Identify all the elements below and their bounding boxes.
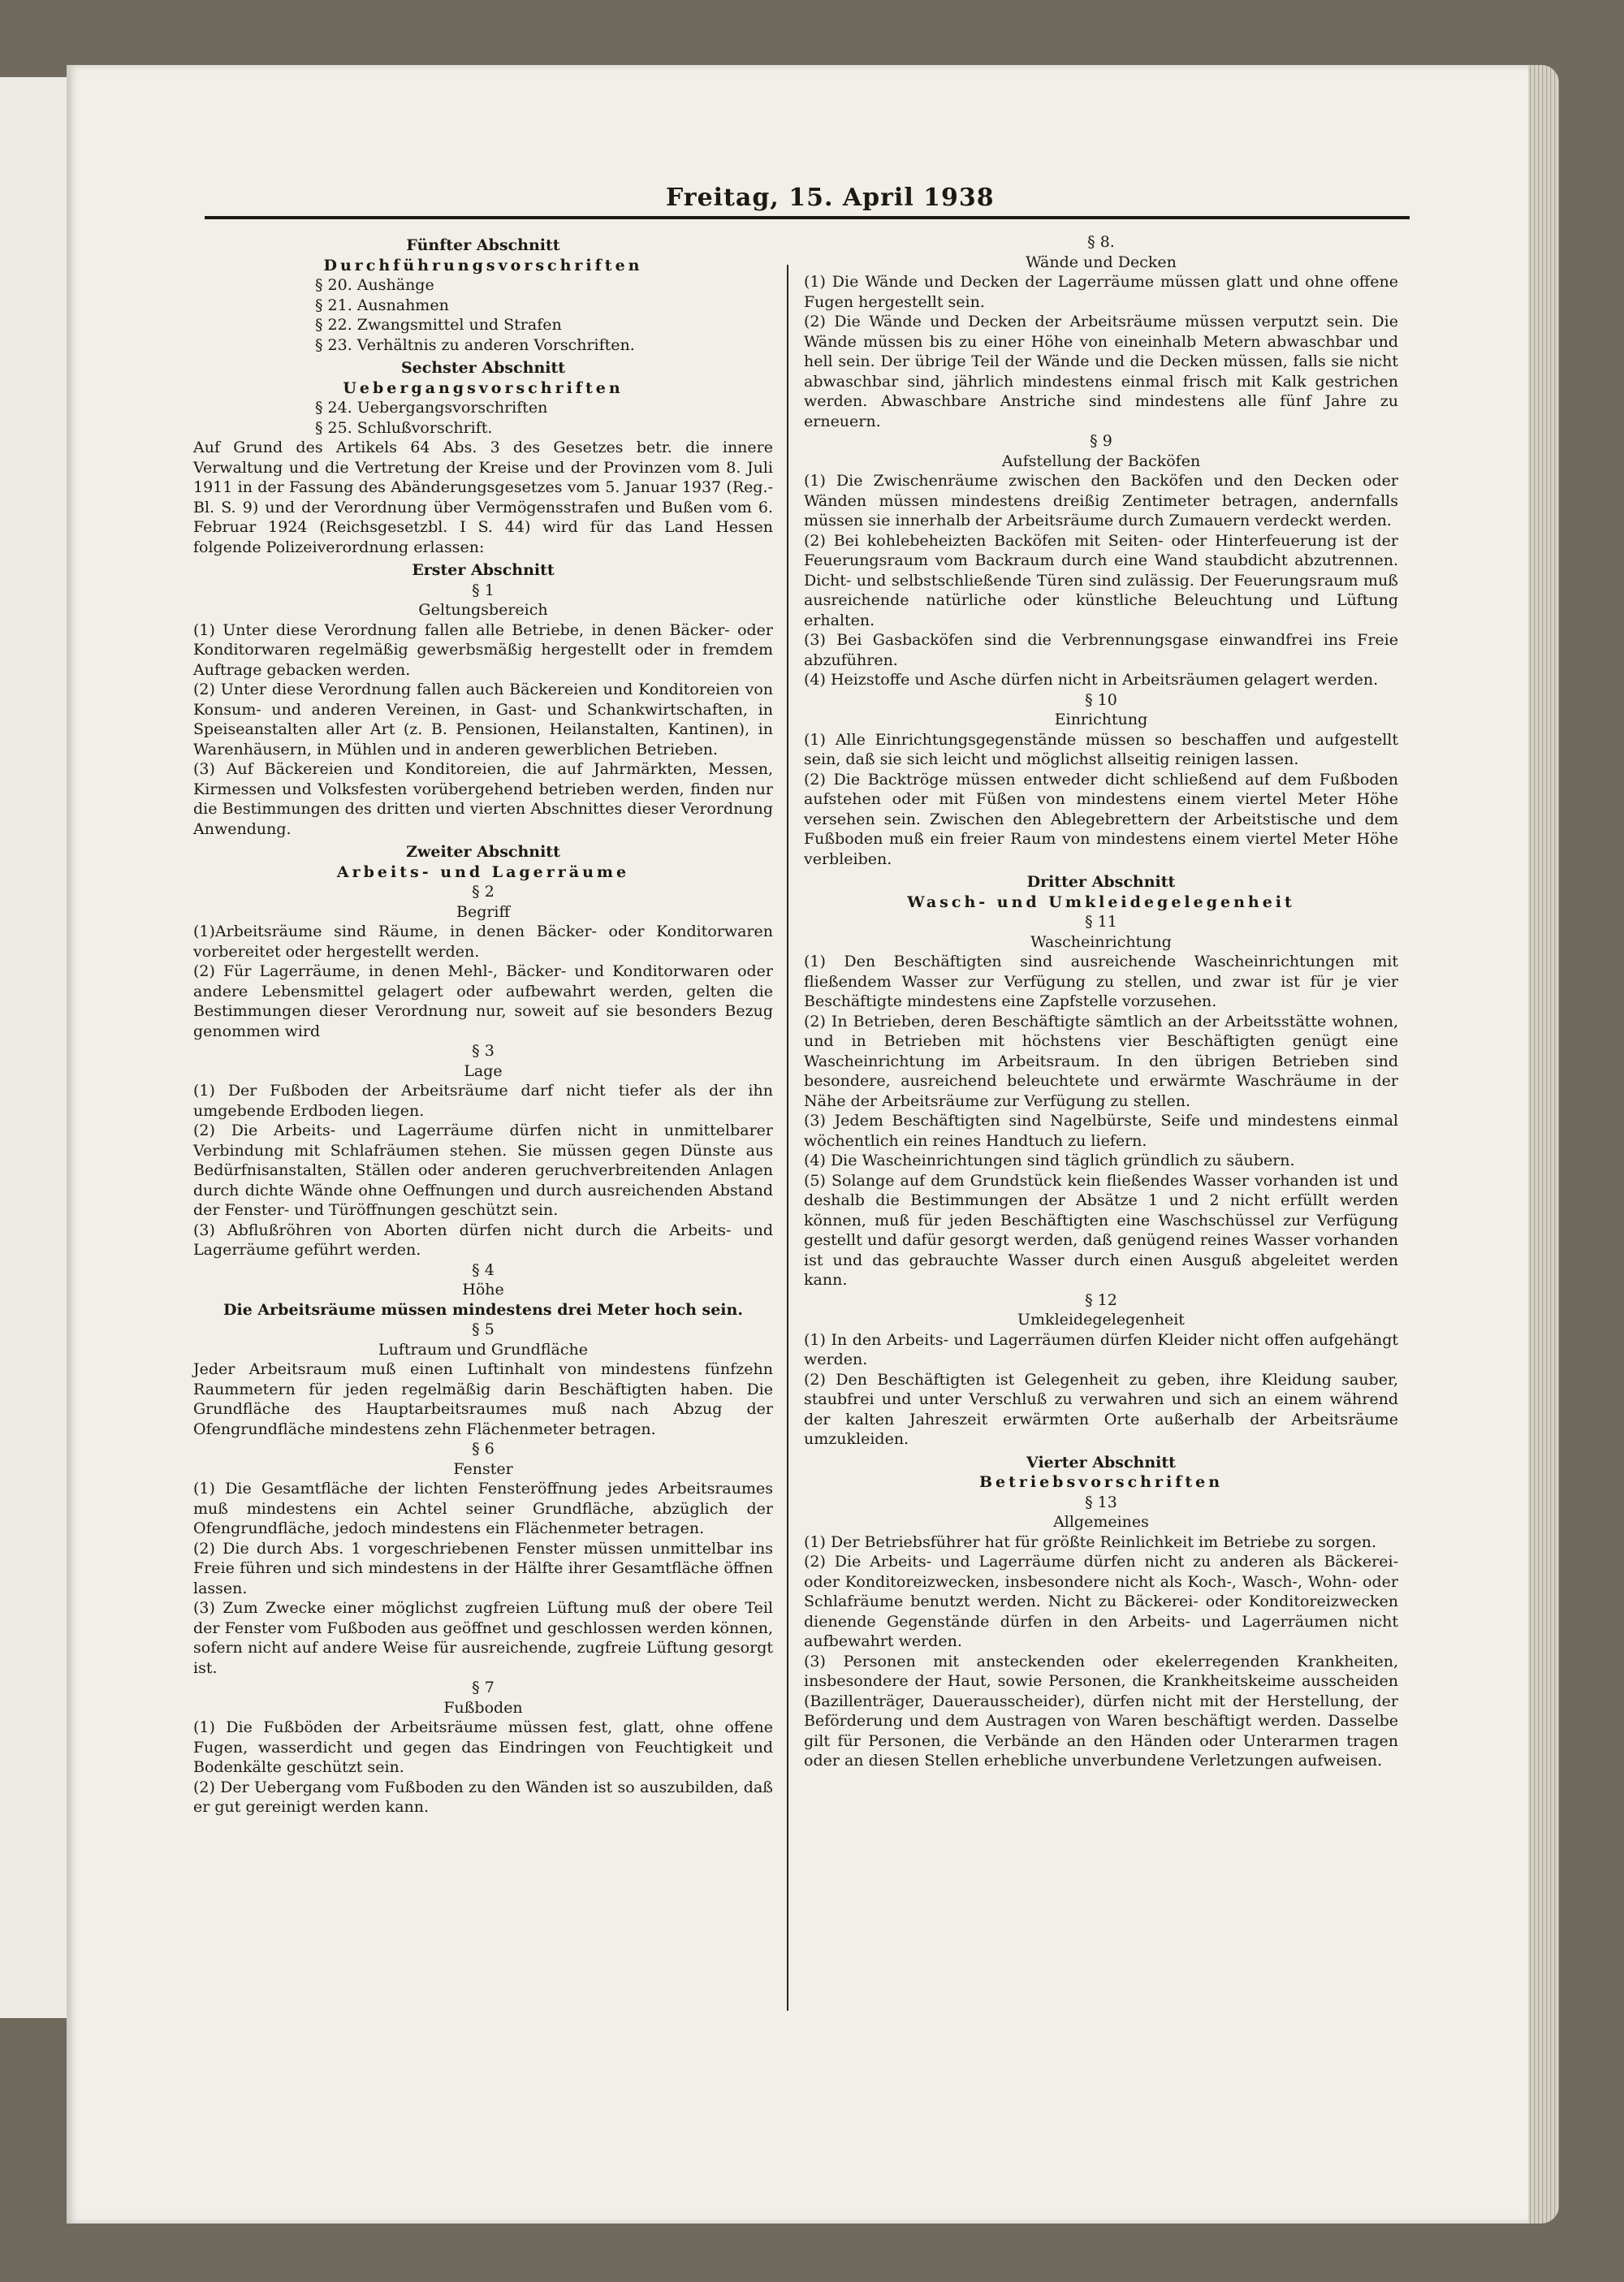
paragraph-number: § 10 bbox=[1085, 690, 1117, 709]
clause: Jeder Arbeitsraum muß einen Luftinhalt von mindestens fünfzehn Raummetern für jeden regelmäßig darin Beschäftigten haben. Die Grundfläche des Hauptarbeitsraumes muß nach Abzug der Ofengrundfläche mindestens zehn Flächenmeter betragen. bbox=[193, 1360, 773, 1438]
toc-entry: § 25. Schlußvorschrift. bbox=[315, 418, 493, 437]
clause: (2) Die Wände und Decken der Arbeitsräume müssen verputzt sein. Die Wände müssen bis zu einer Höhe von eineinhalb Metern abwaschbar und hell sein. Der übrige Teil der Wände und die Decken müssen, falls sie nicht abwaschbar sind, jährlich mindestens einmal frisch mit Kalk gestrichen werden. Abwaschbare Anstriche sind mindestens alle fünf Jahre zu erneuern. bbox=[804, 313, 1398, 430]
paragraph-number: § 7 bbox=[472, 1679, 495, 1696]
clause: (3) Personen mit ansteckenden oder ekelerregenden Krankheiten, insbesondere der Haut, sowie Personen, die Krankheitskeime ausscheiden (Bazillenträger, Dauerausscheider), dürfen nicht mit der Herstellung, der Beförderung und dem Austragen von Waren beschäftigt werden. Dasselbe gilt für Personen, die Verbände an den Händen oder Unterarmen tragen oder an diesen Stellen erhebliche unverbundene Verletzungen aufweisen. bbox=[804, 1652, 1398, 1770]
paragraph-title: Begriff bbox=[456, 902, 511, 921]
page-stack-edge bbox=[1528, 65, 1559, 2224]
section-title: Uebergangsvorschriften bbox=[343, 378, 624, 397]
paragraph-number: § 9 bbox=[1090, 432, 1112, 450]
clause: (2) Unter diese Verordnung fallen auch Bäckereien und Konditoreien von Konsum- und anderen Vereinen, in Gast- und Schankwirtschaften, in Speiseanstalten aller Art (z. B. Pensionen, Heilanstalten, Kantinen), in Warenhäusern, in Mühlen und in anderen gewerblichen Betrieben. bbox=[193, 681, 773, 759]
clause: (2) Die Arbeits- und Lagerräume dürfen nicht zu anderen als Bäckerei- oder Konditoreizwecken, insbesondere nicht als Koch-, Wasch-, Wohn- oder Schlafräume benutzt werden. Nicht zu Bäckerei- oder Konditoreizwecken dienende Gegenstände dürfen in den Arbeits- und Lagerräumen nicht aufbewahrt werden. bbox=[804, 1553, 1398, 1650]
section-heading: Erster Abschnitt bbox=[412, 561, 555, 579]
paragraph-number: § 4 bbox=[472, 1260, 495, 1279]
clause: (5) Solange auf dem Grundstück kein fließendes Wasser vorhanden ist und deshalb die Bestimmungen der Absätze 1 und 2 nicht erfüllt werden können, muß für jeden Beschäftigten eine Waschschüssel zur Verfügung gestellt und dafür gesorgt werden, daß genügend reines Wasser vorhanden ist und das gebrauchte Wasser durch einen Ausguß abgeleitet werden kann. bbox=[804, 1171, 1398, 1289]
clause: (1) Die Fußböden der Arbeitsräume müssen fest, glatt, ohne offene Fugen, wasserdicht und gegen das Eindringen von Feuchtigkeit und Bodenkälte geschützt sein. bbox=[193, 1718, 773, 1776]
toc-entry: § 23. Verhältnis zu anderen Vorschriften. bbox=[315, 335, 635, 354]
section-heading: Zweiter Abschnitt bbox=[406, 843, 560, 861]
section-heading: Sechster Abschnitt bbox=[400, 359, 566, 377]
clause: (2) Die durch Abs. 1 vorgeschriebenen Fenster müssen unmittelbar ins Freie führen und sich mindestens in der Hälfte ihrer Gesamtfläche öffnen lassen. bbox=[193, 1539, 773, 1597]
header-rule bbox=[205, 216, 1410, 219]
clause: (2) Die Arbeits- und Lagerräume dürfen nicht in unmittelbarer Verbindung mit Schlafräumen stehen. Sie müssen gegen Dünste aus Bedürfnisanstalten, Ställen oder anderen geruchverbreitenden Anlagen durch dichte Wände ohne Oeffnungen und durch ausreichenden Abstand der Fenster- und Türöffnungen geschützt sein. bbox=[193, 1122, 773, 1219]
clause: (2) Die Backtröge müssen entweder dicht schließend auf dem Fußboden aufstehen oder mit Füßen von mindestens einem viertel Meter Höhe versehen sein. Zwischen den Ablegebrettern der Arbeitstische und dem Fußboden muß ein freier Raum von mindestens einem viertel Meter Höhe verbleiben. bbox=[804, 770, 1398, 868]
paragraph-title: Lage bbox=[464, 1061, 503, 1080]
facing-page-edge bbox=[0, 77, 68, 2018]
preamble-paragraph: Auf Grund des Artikels 64 Abs. 3 des Gesetzes betr. die innere Verwaltung und die Vertretung der Kreise und der Provinzen vom 8. Juli 1911 in der Fassung des Abänderungsgesetzes vom 5. Januar 1937 (Reg.-Bl. S. 9) und der Verordnung über Vermögensstrafen und Bußen vom 6. Februar 1924 (Reichsgesetzbl. I S. 44) wird für das Land Hessen folgende Polizeiverordnung erlassen: bbox=[193, 439, 773, 556]
clause: (1) Den Beschäftigten sind ausreichende Wascheinrichtungen mit fließendem Wasser zur Verfügung zu stellen, und zwar ist für je vier Beschäftigte mindestens eine Zapfstelle vorzusehen. bbox=[804, 953, 1398, 1010]
page-header-date: Freitag, 15. April 1938 bbox=[666, 184, 995, 212]
clause: (1) In den Arbeits- und Lagerräumen dürfen Kleider nicht offen aufgehängt werden. bbox=[804, 1330, 1398, 1368]
section-heading: Fünfter Abschnitt bbox=[406, 236, 560, 254]
paragraph-number: § 13 bbox=[1085, 1493, 1117, 1511]
paragraph-title: Allgemeines bbox=[1053, 1513, 1149, 1531]
section-title: Durchführungsvorschriften bbox=[323, 256, 643, 274]
section-heading: Dritter Abschnitt bbox=[1026, 873, 1176, 891]
paragraph-number: § 2 bbox=[472, 883, 495, 901]
paragraph-title: Fußboden bbox=[443, 1698, 523, 1717]
clause: (3) Bei Gasbacköfen sind die Verbrennungsgase einwandfrei ins Freie abzuführen. bbox=[804, 631, 1398, 669]
clause: (2) Den Beschäftigten ist Gelegenheit zu geben, ihre Kleidung sauber, staubfrei und unter Verschluß zu verwahren und sich an einem während der kalten Jahreszeit erwärmten Orte außerhalb der Arbeitsräume umzukleiden. bbox=[804, 1370, 1398, 1448]
clause: (1) Die Wände und Decken der Lagerräume müssen glatt und ohne offene Fugen hergestellt sein. bbox=[804, 273, 1398, 311]
paragraph-number: § 12 bbox=[1085, 1290, 1117, 1309]
clause: (2) Für Lagerräume, in denen Mehl-, Bäcker- und Konditorwaren oder andere Lebensmittel gelagert oder aufbewahrt werden, gelten die Bestimmungen dieser Verordnung nur, soweit auf sie besonders Bezug genommen wird bbox=[193, 962, 773, 1040]
clause: (3) Zum Zwecke einer möglichst zugfreien Lüftung muß der obere Teil der Fenster vom Fußboden aus geöffnet und geschlossen werden können, sofern nicht auf andere Weise für ausreichende, zugfreie Lüftung gesorgt ist. bbox=[193, 1599, 773, 1677]
section-heading: Vierter Abschnitt bbox=[1026, 1453, 1176, 1472]
toc-entry: § 20. Aushänge bbox=[315, 276, 434, 294]
clause: (3) Auf Bäckereien und Konditoreien, die auf Jahrmärkten, Messen, Kirmessen und Volksfesten vorübergehend betrieben werden, finden nur die Bestimmungen des dritten und vierten Abschnittes dieser Verordnung Anwendung. bbox=[193, 760, 773, 838]
section-title: Wasch- und Umkleidegelegenheit bbox=[907, 892, 1295, 911]
paragraph-number: § 8. bbox=[1087, 233, 1115, 251]
paragraph-title: Luftraum und Grundfläche bbox=[378, 1340, 588, 1359]
clause: (2) In Betrieben, deren Beschäftigte sämtlich an der Arbeitsstätte wohnen, und in Betrieben mit höchstens vier Beschäftigten genügt eine Wascheinrichtung im Arbeitsraum. In den übrigen Betrieben sind besondere, ausreichend beleuchtete und erwärmte Waschräume in der Nähe der Arbeitsräume zur Verfügung zu stellen. bbox=[804, 1012, 1398, 1110]
paragraph-title: Fenster bbox=[453, 1459, 513, 1478]
paragraph-number: § 3 bbox=[472, 1042, 495, 1060]
clause: Die Arbeitsräume müssen mindestens drei Meter hoch sein. bbox=[223, 1300, 743, 1319]
left-column bbox=[193, 232, 773, 1817]
paragraph-title: Geltungsbereich bbox=[418, 601, 548, 619]
paragraph-title: Einrichtung bbox=[1054, 711, 1148, 728]
clause: (1) Der Betriebsführer hat für größte Reinlichkeit im Betriebe zu sorgen. bbox=[804, 1532, 1377, 1551]
clause: (1) Alle Einrichtungsgegenstände müssen so beschaffen und aufgestellt sein, daß sie sich leicht und möglichst allseitig reinigen lassen. bbox=[804, 730, 1398, 768]
clause: (1) Die Zwischenräume zwischen den Backöfen und den Decken oder Wänden müssen mindestens dreißig Zentimeter betragen, andernfalls müssen sie innerhalb der Arbeitsräume durch Zumauern verdeckt werden. bbox=[804, 472, 1398, 529]
paragraph-title: Wände und Decken bbox=[1026, 253, 1177, 271]
clause: (3) Abflußröhren von Aborten dürfen nicht durch die Arbeits- und Lagerräume geführt werden. bbox=[193, 1221, 773, 1259]
clause: (1) Die Gesamtfläche der lichten Fensteröffnung jedes Arbeitsraumes muß mindestens ein Achtel seiner Grundfläche, abzüglich der Ofengrundfläche, jedoch mindestens ein Flächenmeter betragen. bbox=[193, 1480, 773, 1537]
section-title: Arbeits- und Lagerräume bbox=[336, 862, 630, 881]
paragraph-title: Umkleidegelegenheit bbox=[1017, 1311, 1185, 1329]
paragraph-title: Höhe bbox=[462, 1281, 504, 1299]
toc-entry: § 21. Ausnahmen bbox=[315, 296, 449, 314]
clause: (1) Der Fußboden der Arbeitsräume darf nicht tiefer als der ihn umgebende Erdboden liegen. bbox=[193, 1082, 773, 1120]
column-divider bbox=[787, 265, 788, 2011]
clause: (4) Die Wascheinrichtungen sind täglich gründlich zu säubern. bbox=[804, 1152, 1295, 1169]
paragraph-number: § 6 bbox=[472, 1440, 495, 1458]
clause: (3) Jedem Beschäftigten sind Nagelbürste, Seife und mindestens einmal wöchentlich ein reines Handtuch zu liefern. bbox=[804, 1112, 1398, 1150]
right-column bbox=[804, 232, 1398, 1771]
clause: (2) Der Uebergang vom Fußboden zu den Wänden ist so auszubilden, daß er gut gereinigt werden kann. bbox=[193, 1778, 773, 1816]
toc-entry: § 22. Zwangsmittel und Strafen bbox=[315, 316, 562, 334]
clause: (1)Arbeitsräume sind Räume, in denen Bäcker- oder Konditorwaren vorbereitet oder hergestellt werden. bbox=[193, 923, 773, 961]
paragraph-title: Wascheinrichtung bbox=[1030, 932, 1172, 951]
clause: (2) Bei kohlebeheizten Backöfen mit Seiten- oder Hinterfeuerung ist der Feuerungsraum vom Backraum durch eine Wand staubdicht abzutrennen. Dicht- und selbstschließende Türen sind zulässig. Der Feuerungsraum muß ausreichende natürliche oder künstliche Beleuchtung und Lüftung erhalten. bbox=[804, 531, 1398, 629]
paragraph-number: § 1 bbox=[472, 581, 495, 599]
section-title: Betriebsvorschriften bbox=[978, 1473, 1224, 1491]
clause: (4) Heizstoffe und Asche dürfen nicht in Arbeitsräumen gelagert werden. bbox=[804, 671, 1379, 689]
paragraph-number: § 5 bbox=[472, 1320, 495, 1338]
toc-entry: § 24. Uebergangsvorschriften bbox=[315, 399, 548, 417]
paragraph-title: Aufstellung der Backöfen bbox=[1001, 452, 1201, 470]
clause: (1) Unter diese Verordnung fallen alle Betriebe, in denen Bäcker- oder Konditorwaren regelmäßig gewerbsmäßig hergestellt oder in fremdem Auftrage gebacken werden. bbox=[193, 620, 773, 679]
paragraph-number: § 11 bbox=[1085, 913, 1117, 931]
